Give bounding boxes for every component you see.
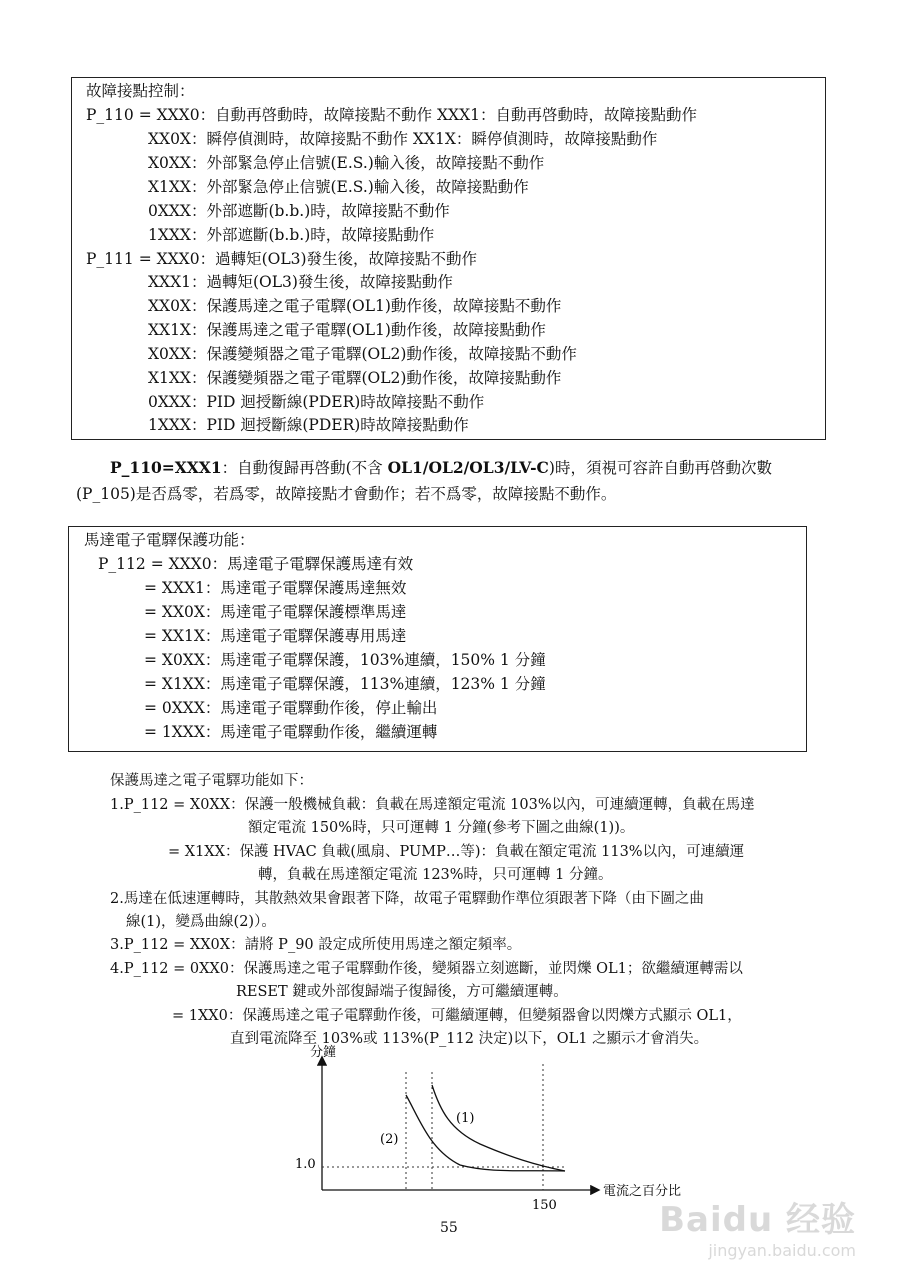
box1-line: 0XXX：PID 迴授斷線(PDER)時故障接點不動作 <box>148 393 485 411</box>
box2-line: 馬達電子電驛保護功能： <box>84 531 255 549</box>
box1-line: X1XX：外部緊急停止信號(E.S.)輸入後，故障接點動作 <box>148 178 529 196</box>
box1-line: 故障接點控制： <box>86 82 195 100</box>
box1-line: X0XX：外部緊急停止信號(E.S.)輸入後，故障接點不動作 <box>148 154 545 172</box>
x-tick-label: 150 <box>532 1198 557 1213</box>
note-line: 線(1)，變爲曲線(2)）。 <box>126 914 276 930</box>
note-line: 直到電流降至 103%或 113%(P_112 決定)以下，OL1 之顯示才會消失。 <box>230 1031 709 1047</box>
note-line: 1.P_112 = X0XX：保護一般機械負載：負載在馬達額定電流 103%以內，可連續運轉，負載在馬達 <box>110 797 755 813</box>
note-line: = 1XX0：保護馬達之電子電驛動作後，可繼續運轉，但變頻器會以閃爍方式顯示 OL1， <box>172 1008 742 1024</box>
curve-2 <box>406 1095 565 1171</box>
overload-codes: OL1/OL2/OL3/LV-C <box>387 458 549 477</box>
box1-line: X1XX：保護變頻器之電子電驛(OL2)動作後，故障接點動作 <box>148 369 562 387</box>
watermark-url: jingyan.baidu.com <box>708 1241 856 1260</box>
box2-line: = XXX1：馬達電子電驛保護馬達無效 <box>144 579 407 597</box>
box1-line: 1XXX：PID 迴授斷線(PDER)時故障接點動作 <box>148 416 469 434</box>
box1-line: X0XX：保護變頻器之電子電驛(OL2)動作後，故障接點不動作 <box>148 345 577 363</box>
p110-text-continued: )時，須視可容許自動再啓動次數 <box>548 459 772 477</box>
note-line: = X1XX：保護 HVAC 負載(風扇、PUMP…等)：負載在額定電流 113%以內，可連續運 <box>168 844 745 860</box>
x-axis-label: 電流之百分比 <box>603 1184 682 1199</box>
box2-line: = XX1X：馬達電子電驛保護專用馬達 <box>144 627 407 645</box>
box2-line: = X1XX：馬達電子電驛保護，113%連續，123% 1 分鐘 <box>144 675 546 693</box>
note-line: RESET 鍵或外部復歸端子復歸後，方可繼續運轉。 <box>236 984 568 1000</box>
box1-line: P_111 = XXX0：過轉矩(OL3)發生後，故障接點不動作 <box>86 250 478 268</box>
note-line: 3.P_112 = XX0X：請將 P_90 設定成所使用馬達之額定頻率。 <box>110 937 522 953</box>
note-line: 2.馬達在低速運轉時，其散熱效果會跟著下降，故電子電驛動作準位須跟著下降（由下圖之曲 <box>110 891 704 907</box>
watermark-brand: Baidu 经验 <box>659 1200 856 1240</box>
box1-line: XXX1：過轉矩(OL3)發生後，故障接點動作 <box>148 273 453 291</box>
box1-line: P_110 = XXX0：自動再啓動時，故障接點不動作 XXX1：自動再啓動時，故障接點動作 <box>86 106 697 124</box>
y-tick-label: 1.0 <box>295 1157 316 1172</box>
note-line: 4.P_112 = 0XX0：保護馬達之電子電驛動作後，變頻器立刻遮斷，並閃爍 OL1；欲繼續運轉需以 <box>110 961 743 977</box>
box2-line: = XX0X：馬達電子電驛保護標準馬達 <box>144 603 407 621</box>
box2-line: P_112 = XXX0：馬達電子電驛保護馬達有效 <box>98 555 414 573</box>
notes-heading: 保護馬達之電子電驛功能如下： <box>110 773 313 789</box>
curve-1 <box>432 1085 565 1171</box>
box2-line: = 1XXX：馬達電子電驛動作後，繼續運轉 <box>144 723 438 741</box>
curve-2-label: (2) <box>380 1132 399 1147</box>
box1-line: XX0X：保護馬達之電子電驛(OL1)動作後，故障接點不動作 <box>148 297 562 315</box>
box1-line: XX0X：瞬停偵測時，故障接點不動作 XX1X：瞬停偵測時，故障接點動作 <box>148 130 658 148</box>
p110-paragraph-line2: (P_105)是否爲零，若爲零，故障接點才會動作；若不爲零，故障接點不動作。 <box>76 485 617 503</box>
box1-line: XX1X：保護馬達之電子電驛(OL1)動作後，故障接點動作 <box>148 321 546 339</box>
note-line: 轉，負載在馬達額定電流 123%時，只可運轉 1 分鐘。 <box>258 867 613 883</box>
p110-paragraph-line1 <box>110 456 772 480</box>
p110-text: ：自動復歸再啓動(不含 <box>221 459 388 477</box>
page-number: 55 <box>440 1220 458 1236</box>
box2-line: = 0XXX：馬達電子電驛動作後，停止輸出 <box>144 699 438 717</box>
note-line: 額定電流 150%時，只可運轉 1 分鐘(參考下圖之曲線(1))。 <box>248 820 635 836</box>
box1-line: 0XXX：外部遮斷(b.b.)時，故障接點不動作 <box>148 202 450 220</box>
p110-setting: P_110=XXX1 <box>110 458 222 477</box>
watermark <box>659 1192 856 1260</box>
curve-1-label: (1) <box>456 1111 475 1126</box>
box1-line: 1XXX：外部遮斷(b.b.)時，故障接點動作 <box>148 226 435 244</box>
overload-curve-graph <box>280 1040 700 1215</box>
y-axis-label: 分鐘 <box>310 1045 337 1060</box>
box2-line: = X0XX：馬達電子電驛保護，103%連續，150% 1 分鐘 <box>144 651 546 669</box>
